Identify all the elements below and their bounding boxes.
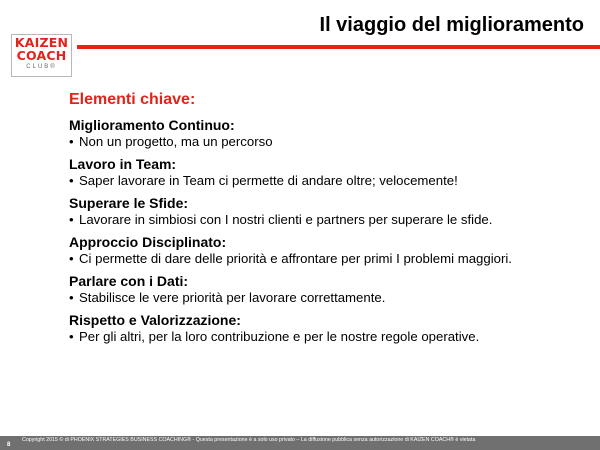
key-element-description: Stabilisce le vere priorità per lavorare correttamente. [79,290,386,305]
key-element-item [69,156,589,189]
logo-line-kaizen: KAIZEN [14,35,69,50]
key-element-title: Rispetto e Valorizzazione: [69,312,241,328]
key-element-item [69,117,589,150]
logo-line-club: CLUB® [26,64,57,70]
key-element-text [69,251,589,267]
key-element-text [69,290,589,306]
logo-line-coach: COACH [16,48,67,63]
slide-content [69,90,589,351]
key-element-title: Miglioramento Continuo: [69,117,235,133]
title-divider [77,45,600,49]
page-number: 8 [7,442,11,448]
key-element-text [69,212,589,228]
key-element-description: Per gli altri, per la loro contribuzione e per le nostre regole operative. [79,329,480,344]
section-heading: Elementi chiave: [69,91,196,108]
key-element-text [69,134,589,150]
bullet-icon: • [69,251,74,266]
key-element-item [69,234,589,267]
key-element-title: Approccio Disciplinato: [69,234,227,250]
key-element-text [69,329,589,345]
bullet-icon: • [69,329,74,344]
slide-title: Il viaggio del miglioramento [319,14,584,36]
copyright-notice: Copyright 2015 © di PHOENIX STRATEGIES BUSINESS COACHING® - Questa presentazione è a solo uso privato – La diffusione pubblica senza autorizzazione di KAIZEN COACH® è vietata [22,437,476,443]
key-element-description: Non un progetto, ma un percorso [79,134,273,149]
bullet-icon: • [69,134,74,149]
kaizen-coach-logo [11,34,72,77]
key-element-text [69,173,589,189]
key-element-title: Lavoro in Team: [69,156,177,172]
bullet-icon: • [69,212,74,227]
key-element-item [69,195,589,228]
key-element-description: Ci permette di dare delle priorità e affrontare per primi I problemi maggiori. [79,251,512,266]
key-element-title: Superare le Sfide: [69,195,189,211]
footer-bar [0,436,600,450]
key-element-description: Lavorare in simbiosi con I nostri clienti e partners per superare le sfide. [79,212,493,227]
key-element-description: Saper lavorare in Team ci permette di andare oltre; velocemente! [79,173,458,188]
bullet-icon: • [69,173,74,188]
bullet-icon: • [69,290,74,305]
key-element-item [69,312,589,345]
key-element-title: Parlare con i Dati: [69,273,189,289]
key-element-item [69,273,589,306]
